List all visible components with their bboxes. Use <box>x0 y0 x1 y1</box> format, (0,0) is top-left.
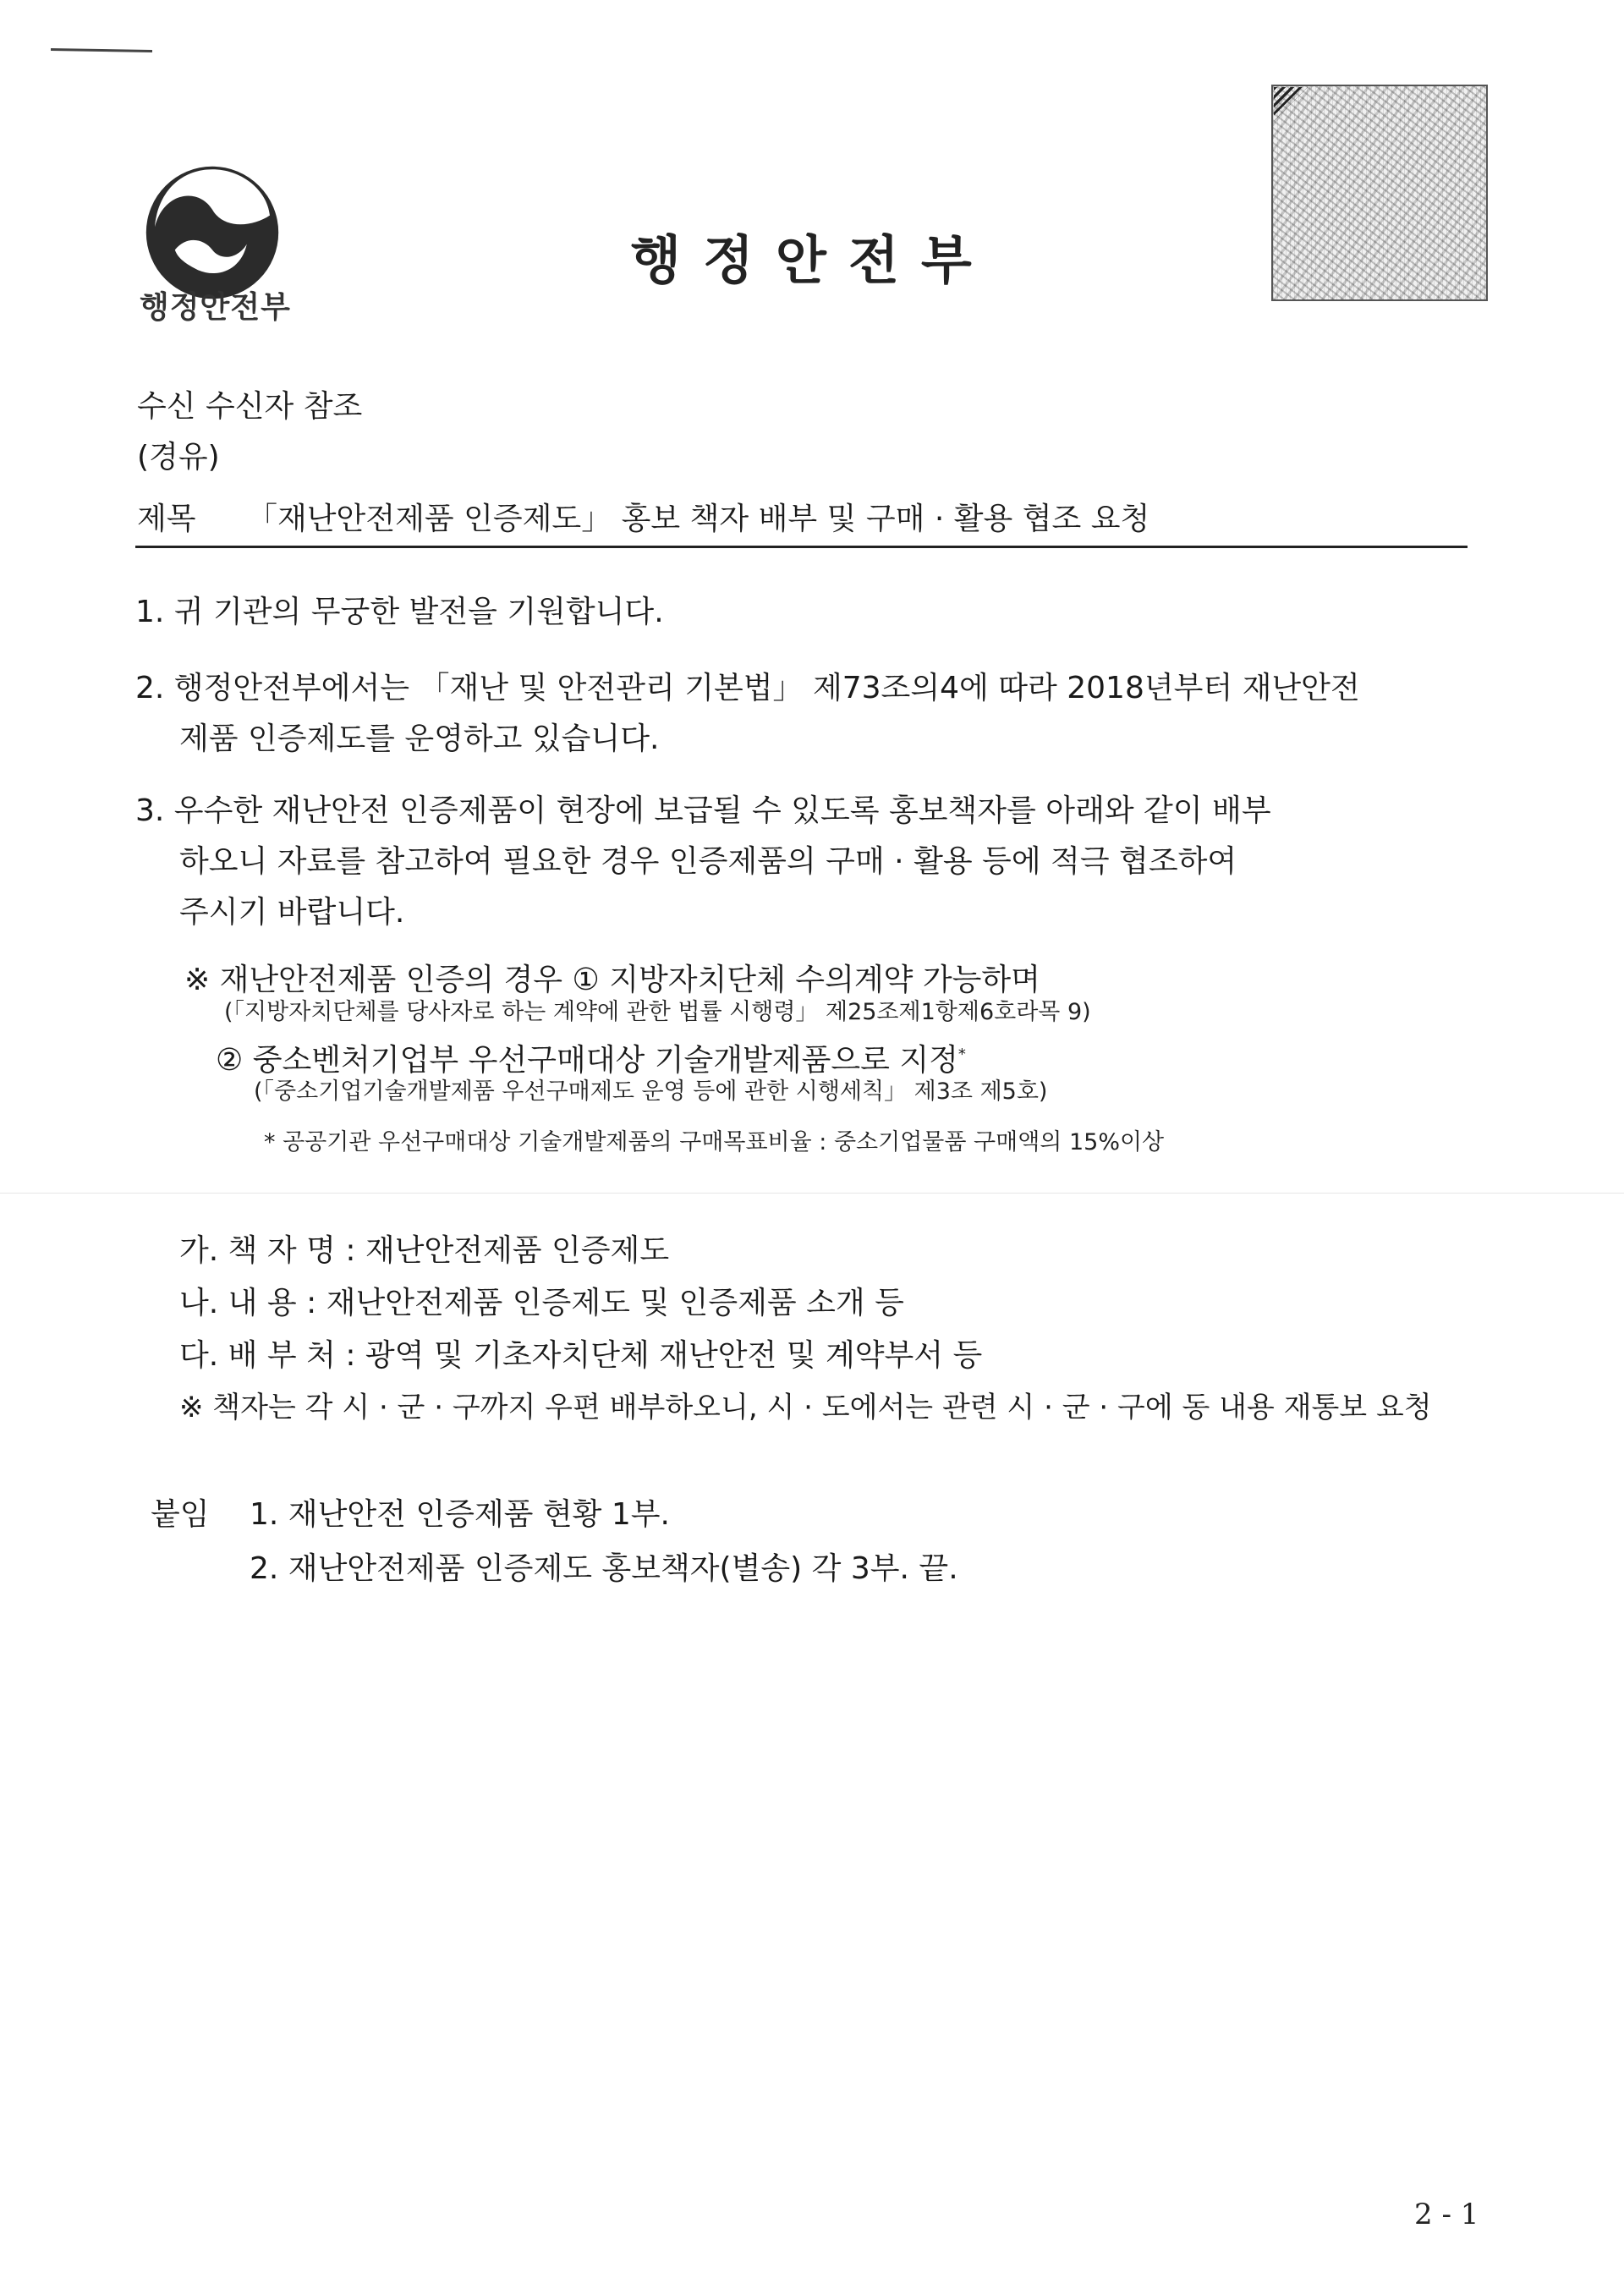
paragraph-3-line-3: 주시기 바랍니다. <box>179 895 405 930</box>
subject-divider <box>135 546 1468 548</box>
item-content: 나. 내 용 : 재난안전제품 인증제도 및 인증제품 소개 등 <box>179 1286 904 1320</box>
logo-text: 행정안전부 <box>140 290 291 325</box>
note-1-reference: (「지방자치단체를 당사자로 하는 계약에 관한 법률 시행령」 제25조제1항제6호라목 9) <box>224 999 1091 1025</box>
scan-mark <box>51 48 152 52</box>
recipient-line: 수신 수신자 참조 <box>137 389 363 424</box>
item-distribution: 다. 배 부 처 : 광역 및 기초자치단체 재난안전 및 계약부서 등 <box>179 1338 983 1373</box>
item-title: 가. 책 자 명 : 재난안전제품 인증제도 <box>179 1233 670 1268</box>
attachment-2: 2. 재난안전제품 인증제도 홍보책자(별송) 각 3부. 끝. <box>250 1551 958 1586</box>
attachment-label: 붙임 <box>151 1497 210 1532</box>
paragraph-2-line-2: 제품 인증제도를 운영하고 있습니다. <box>179 722 660 756</box>
subject-label: 제목 <box>137 502 196 536</box>
note-1: ※ 재난안전제품 인증의 경우 ① 지방자치단체 수의계약 가능하며 <box>184 963 1040 997</box>
paragraph-2-line-1: 2. 행정안전부에서는 「재난 및 안전관리 기본법」 제73조의4에 따라 2018년부터 재난안전 <box>135 671 1360 705</box>
paragraph-1: 1. 귀 기관의 무궁한 발전을 기원합니다. <box>135 595 664 629</box>
subject-text: 「재난안전제품 인증제도」 홍보 책자 배부 및 구매 · 활용 협조 요청 <box>247 502 1150 536</box>
paragraph-3-line-2: 하오니 자료를 참고하여 필요한 경우 인증제품의 구매 · 활용 등에 적극 협조하여 <box>179 844 1237 879</box>
distribution-notice: ※ 책자는 각 시 · 군 · 구까지 우편 배부하오니, 시 · 도에서는 관련 시 · 군 · 구에 동 내용 재통보 요청 <box>179 1391 1432 1424</box>
attachment-1: 1. 재난안전 인증제품 현황 1부. <box>250 1497 671 1532</box>
paragraph-3-line-1: 3. 우수한 재난안전 인증제품이 현장에 보급될 수 있도록 홍보책자를 아래와 같이 배부 <box>135 793 1271 828</box>
page-number: 2 - 1 <box>1414 2198 1479 2231</box>
note-3: * 공공기관 우선구매대상 기술개발제품의 구매목표비율 : 중소기업물품 구매액의 15%이상 <box>264 1129 1165 1155</box>
fold-line <box>0 1193 1624 1194</box>
note-2-asterisk: * <box>957 1045 966 1063</box>
qr-code <box>1271 85 1488 301</box>
via-line: (경유) <box>137 440 220 475</box>
organization-title: 행정안전부 <box>630 229 994 291</box>
note-2-text: ② 중소벤처기업부 우선구매대상 기술개발제품으로 지정 <box>216 1043 958 1078</box>
note-2-reference: (「중소기업기술개발제품 우선구매제도 운영 등에 관한 시행세칙」 제3조 제5호) <box>254 1078 1048 1105</box>
